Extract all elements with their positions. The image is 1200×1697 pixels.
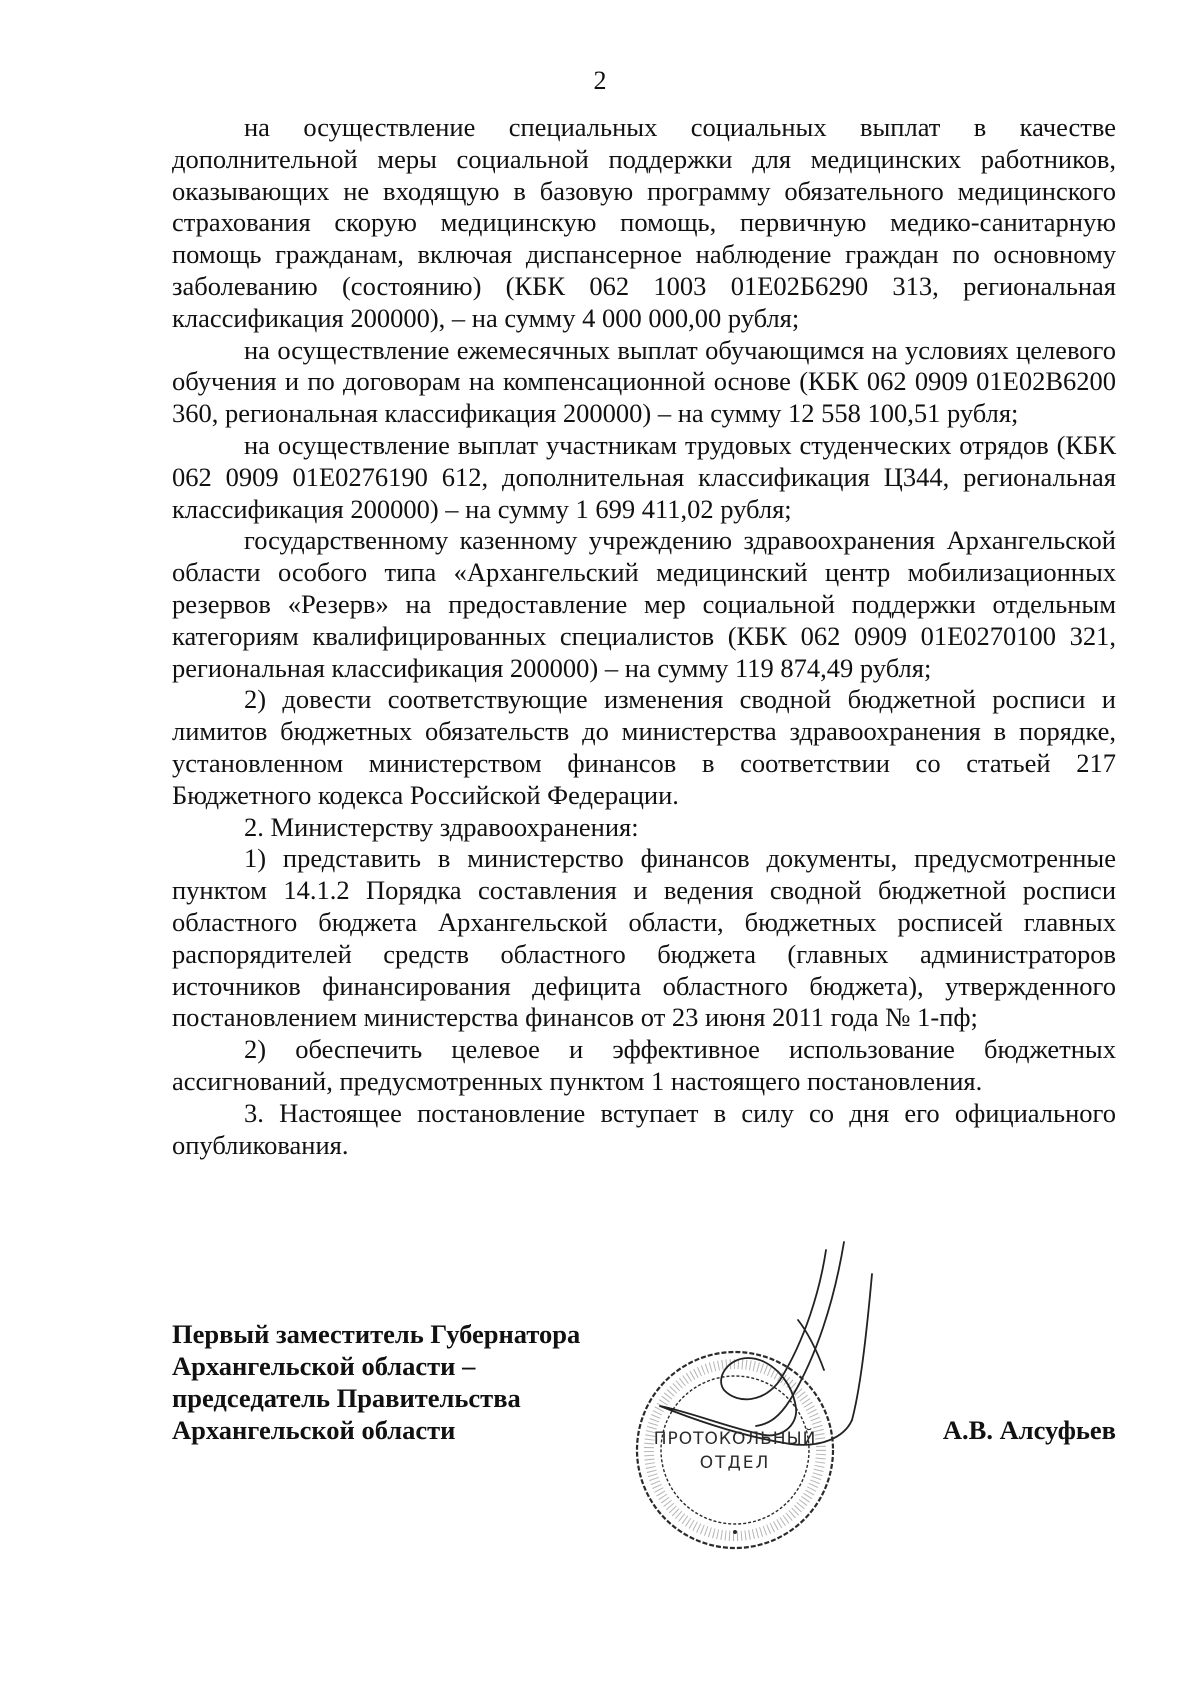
stamp-center-text: ОТДЕЛ <box>699 1453 771 1473</box>
paragraph-ministry-heading: 2. Министерству здравоохранения: <box>244 811 639 842</box>
signatory-position-line: Архангельской области – <box>172 1351 476 1381</box>
paragraph-monthly-payments-students: на осуществление ежемесячных выплат обучающимся на условиях целевого обучения и по договорам на компенсационной основе (КБК 062 0909 01Е02В6200 360, региональная классификация 200000) – на сумму 12 558 100,51 рубля; <box>172 334 1116 429</box>
stamp-center-dot <box>733 1530 737 1534</box>
paragraph-budget-changes: 2) довести соответствующие изменения сводной бюджетной росписи и лимитов бюджетных обязательств до министерства здравоохранения в порядке, установленном министерством финансов в соответствии со статьей 217 Бюджетного кодекса Российской Федерации. <box>172 684 1116 810</box>
paragraph-student-brigades: на осуществление выплат участникам трудовых студенческих отрядов (КБК 062 0909 01Е0276190 612, дополнительная классификация Ц344, региональная классификация 200000) – на сумму 1 699 411,02 рубля; <box>172 429 1116 524</box>
document-body <box>172 112 1116 1161</box>
stamp-outer-ring <box>637 1352 833 1548</box>
stamp-center-text: ПРОТОКОЛЬНЫЙ <box>653 1429 817 1449</box>
stamp-and-signature <box>620 1230 900 1630</box>
signature-stroke <box>798 1320 824 1370</box>
signatory-position <box>172 1318 632 1446</box>
paragraph-entry-into-force: 3. Настоящее постановление вступает в силу со дня его официального опубликования. <box>172 1097 1116 1160</box>
signatory-name: А.В. Алсуфьев <box>942 1415 1116 1445</box>
handwritten-signature <box>660 1242 872 1445</box>
page-number: 2 <box>593 66 607 95</box>
signatory-position-line: председатель Правительства <box>172 1383 521 1413</box>
round-stamp <box>637 1352 833 1548</box>
signatory-position-line: Архангельской области <box>172 1415 456 1445</box>
paragraph-reserve-center: государственному казенному учреждению здравоохранения Архангельской области особого типа «Архангельский медицинский центр мобилизационных резервов «Резерв» на предоставление мер социальной поддержки отдельным категориям квалифицированных специалистов (КБК 062 0909 01Е0270100 321, региональная классификация 200000) – на сумму 119 874,49 рубля; <box>172 525 1116 683</box>
signature-stroke <box>852 1274 872 1420</box>
signature-stroke <box>756 1242 844 1426</box>
paragraph-targeted-use: 2) обеспечить целевое и эффективное использование бюджетных ассигнований, предусмотренных пунктом 1 настоящего постановления. <box>172 1034 1116 1096</box>
signatory-position-line: Первый заместитель Губернатора <box>172 1319 581 1349</box>
paragraph-special-social-payments: на осуществление специальных социальных выплат в качестве дополнительной меры социальной поддержки для медицинских работников, оказывающих не входящую в базовую программу обязательного медицинского страхования скорую медицинскую помощь, первичную медико-санитарную помощь гражданам, включая диспансерное наблюдение граждан по основному заболеванию (состоянию) (КБК 062 1003 01Е02Б6290 313, региональная классификация 200000), – на сумму 4 000 000,00 рубля; <box>172 112 1116 333</box>
stamp-ring-texture <box>649 1364 821 1536</box>
paragraph-submit-documents: 1) представить в министерство финансов документы, предусмотренные пунктом 14.1.2 Порядка составления и ведения сводной бюджетной росписи областного бюджета Архангельской области, бюджетных росписей главных распорядителей средств областного бюджета (главных администраторов источников финансирования дефицита областного бюджета), утвержденного постановлением министерства финансов от 23 июня 2011 года № 1-пф; <box>172 843 1116 1033</box>
signature-stroke <box>721 1250 826 1435</box>
